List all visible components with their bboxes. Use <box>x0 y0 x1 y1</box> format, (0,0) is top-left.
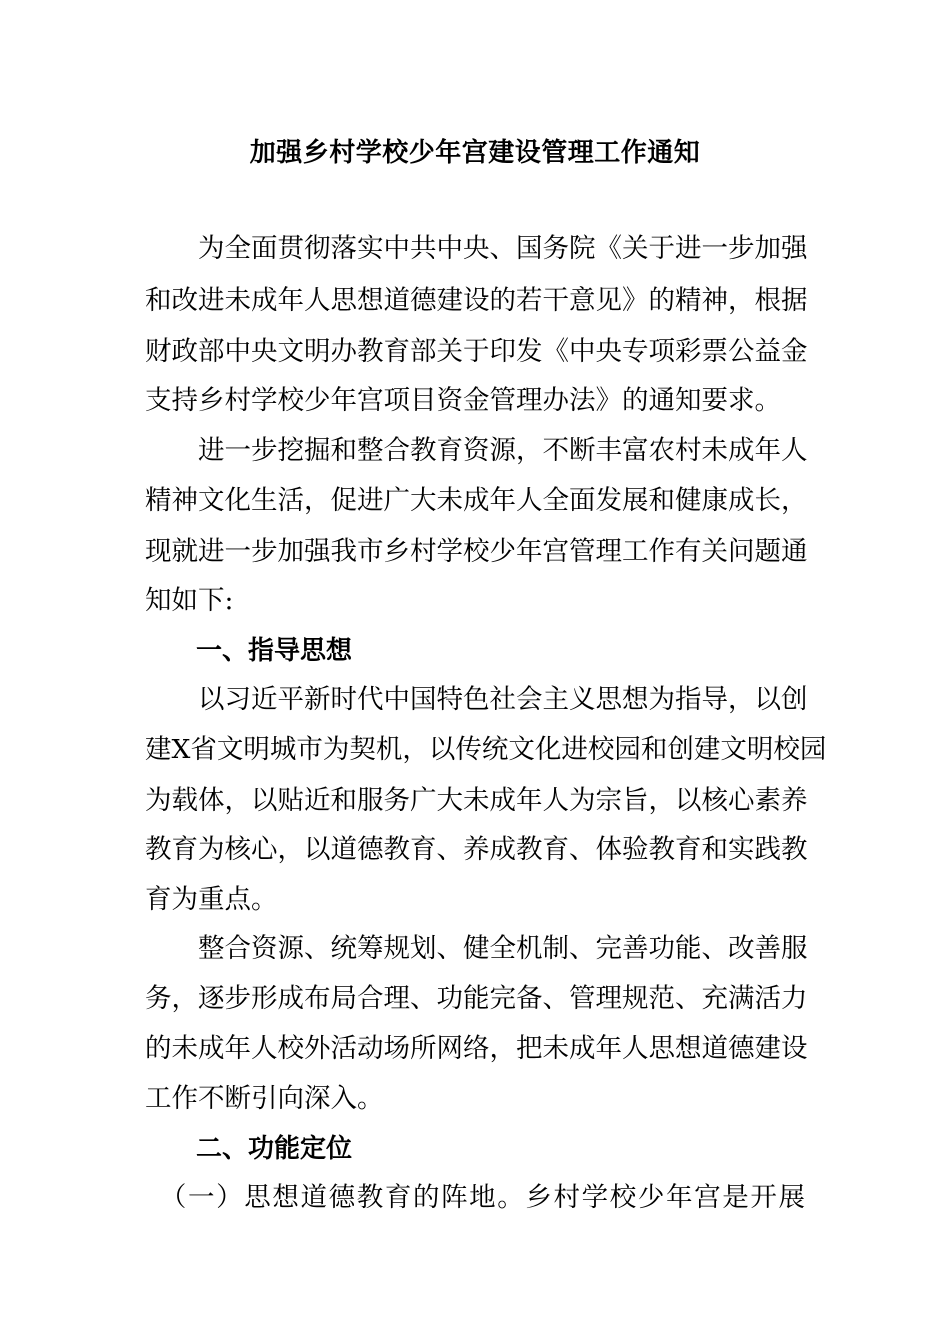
paragraph-line: 现就进一步加强我市乡村学校少年宫管理工作有关问题通 <box>145 536 808 567</box>
paragraph-line: 育为重点。 <box>145 884 278 915</box>
paragraph-line: 精神文化生活，促进广大未成年人全面发展和健康成长， <box>145 485 808 516</box>
paragraph-line: 为全面贯彻落实中共中央、国务院《关于进一步加强 <box>145 233 808 264</box>
paragraph-line: 以习近平新时代中国特色社会主义思想为指导，以创 <box>145 684 808 715</box>
document-title: 加强乡村学校少年宫建设管理工作通知 <box>249 138 701 168</box>
paragraph-line: 务，逐步形成布局合理、功能完备、管理规范、充满活力 <box>145 983 808 1014</box>
paragraph-line: 建X省文明城市为契机，以传统文化进校园和创建文明校园 <box>145 734 827 765</box>
paragraph-line: 和改进未成年人思想道德建设的若干意见》的精神，根据 <box>145 285 808 316</box>
paragraph-line: 支持乡村学校少年宫项目资金管理办法》的通知要求。 <box>145 385 781 416</box>
paragraph-line: 整合资源、统筹规划、健全机制、完善功能、改善服 <box>145 933 808 964</box>
paragraph-line: 知如下: <box>145 585 234 616</box>
paragraph-line: 教育为核心，以道德教育、养成教育、体验教育和实践教 <box>145 834 808 865</box>
paragraph-line: 财政部中央文明办教育部关于印发《中央专项彩票公益金 <box>145 336 808 367</box>
paragraph-line: 工作不断引向深入。 <box>145 1083 384 1114</box>
paragraph-line: 为载体，以贴近和服务广大未成年人为宗旨，以核心素养 <box>145 785 808 816</box>
section-heading: 一、指导思想 <box>196 636 353 666</box>
paragraph-line: 进一步挖掘和整合教育资源，不断丰富农村未成年人 <box>145 435 808 466</box>
section-heading: 二、功能定位 <box>196 1134 353 1164</box>
paragraph-line: （一）思想道德教育的阵地。乡村学校少年宫是开展 <box>145 1182 805 1213</box>
paragraph-line: 的未成年人校外活动场所网络，把未成年人思想道德建设 <box>145 1033 808 1064</box>
